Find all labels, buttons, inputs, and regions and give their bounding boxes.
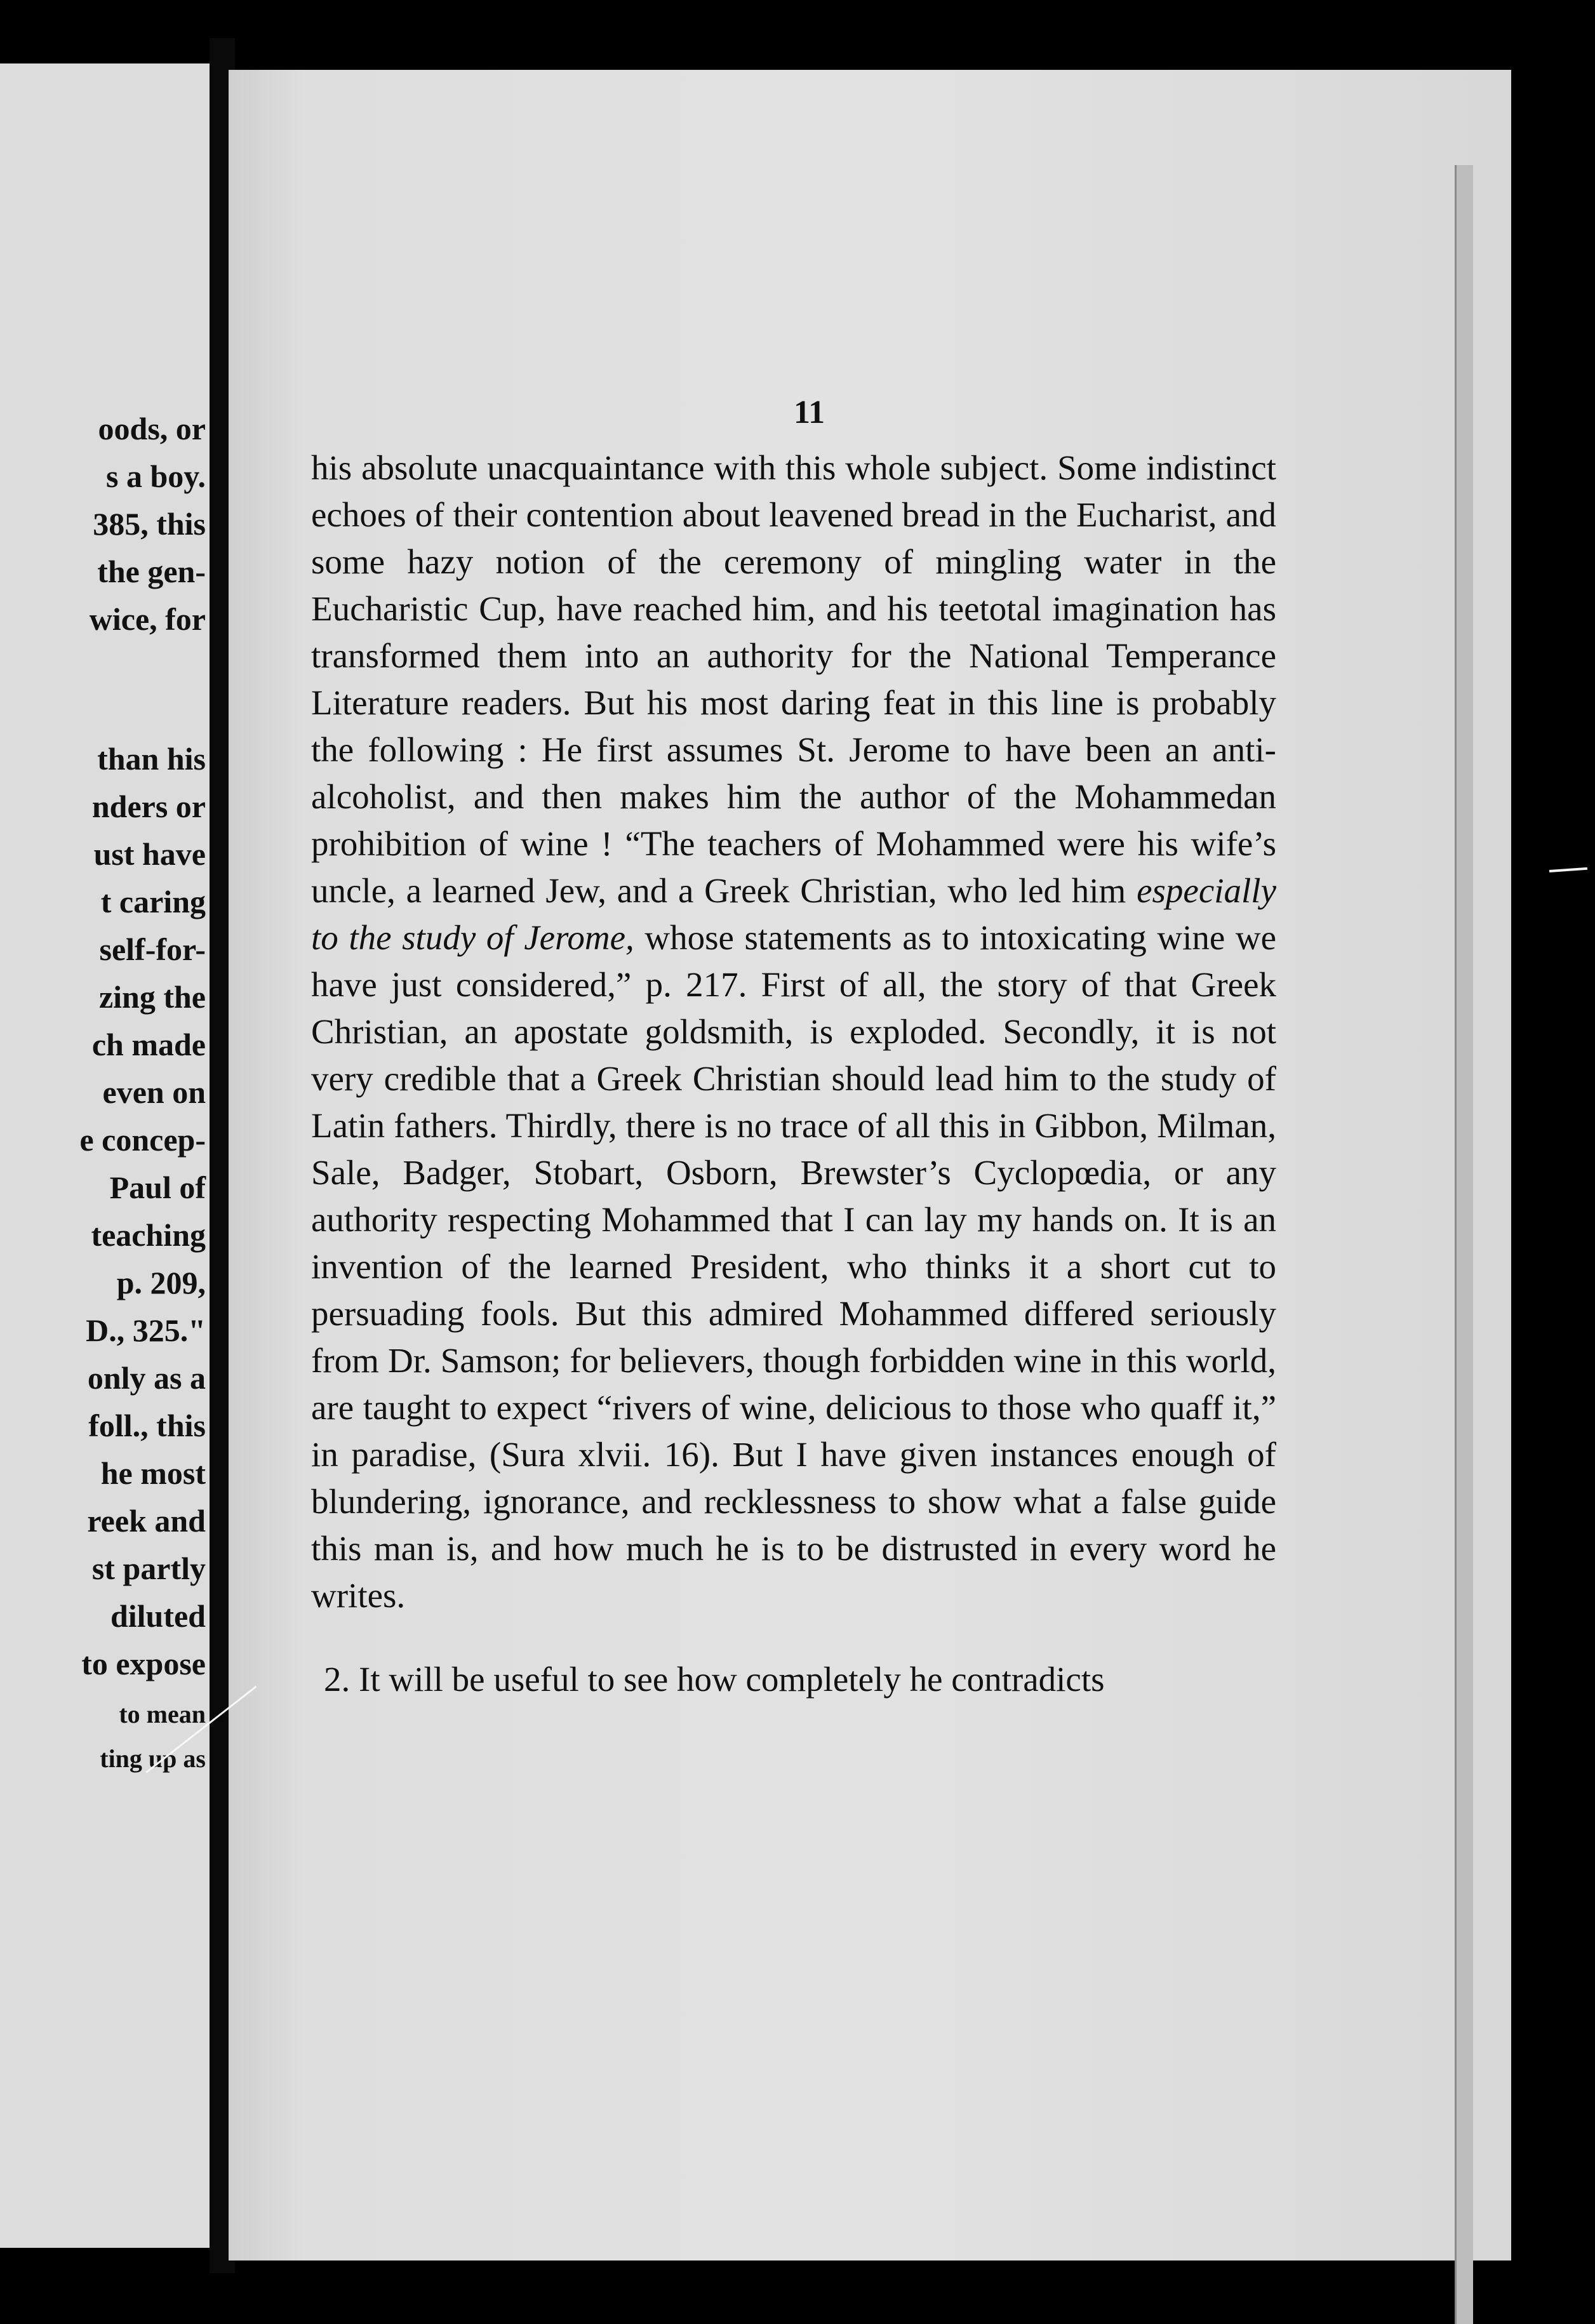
left-page-line: teaching [91,1217,206,1253]
left-page-line: ust have [93,836,206,872]
left-page-line: ch made [91,1027,206,1062]
paragraph-1-italic: especially to the study of Jerome, [311,871,1276,957]
paragraph-2-text: 2. It will be useful to see how completely he contradicts [324,1660,1105,1699]
left-page-line: st partly [91,1551,206,1586]
left-page-line: reek and [87,1503,206,1539]
left-page-line: D., 325." [86,1312,206,1348]
left-page-line: diluted [110,1598,206,1634]
left-page-line: even on [102,1074,206,1110]
page-edge [1455,165,1473,2324]
page-number: 11 [794,394,825,431]
left-page-line: zing the [98,979,206,1015]
paragraph-1-continuation: whose statements as to intoxicating wine we have just considered,” p. 217. First of all, the story of that Greek Christian, an apostate goldsmith, is exploded. Secondly, it is not very credible that a Greek Christian should lead him to the study of Latin fathers. Thirdly, there is no trace of all this in Gibbon, Milman, Sale, Badger, Stobart, Osborn, Brewster’s Cyclopœdia, or any authority respecting Mohammed that I can lay my hands on. It is an invention of the learned President, who thinks it a short cut to persuading fools. But this admired Mohammed differed seriously from Dr. Samson; for believers, though forbidden wine in this world, are taught to expect “rivers of wine, delicious to those who quaff it,” in paradise, (Sura xlvii. 16). But I have given instances enough of blundering, ignorance, and recklessness to show what a false guide this man is, and how much he is to be distrusted in every word he writes. [311,918,1276,1615]
left-page-line: ting up as [100,1744,206,1773]
left-page-line: p. 209, [116,1265,206,1300]
facing-page-left [0,63,210,2248]
left-page-line: to mean [119,1700,206,1728]
left-page-line: oods, or [98,411,206,446]
paragraph-1-text: his absolute unacquaintance with this whole subject. Some indistinct echoes of their contention about leavened bread in the Eucharist, and some hazy notion of the ceremony of mingling water in the Eucharistic Cup, have reached him, and his teetotal imagination has transformed them into an authority for the National Temperance Literature readers. But his most daring feat in this line is probably the following : He first assumes St. Jerome to have been an anti-alcoholist, and then makes him the author of the Mohammedan prohibition of wine ! “The teachers of Mohammed were his wife’s uncle, a learned Jew, and a Greek Christian, who led him [311,448,1276,910]
left-page-line: only as a [87,1360,206,1396]
left-page-line: s a boy. [105,458,206,494]
paragraph-2 [311,1656,1276,1703]
left-page-line: wice, for [89,601,206,637]
paragraph-1 [311,444,1276,1619]
left-page-line: than his [97,741,206,777]
left-page-line: nders or [91,789,206,824]
left-page-line: he most [100,1455,206,1491]
left-page-line: foll., this [88,1408,206,1443]
film-scratch [1549,867,1587,872]
left-page-line: the gen- [97,554,206,589]
page-body [311,444,1276,1703]
left-page-line: t caring [100,884,206,919]
left-page-line: to expose [81,1646,206,1681]
left-page-line: Paul of [109,1170,206,1205]
left-page-line: 385, this [93,506,206,542]
left-page-line: e concep- [79,1122,206,1158]
left-page-line: self-for- [99,932,206,967]
